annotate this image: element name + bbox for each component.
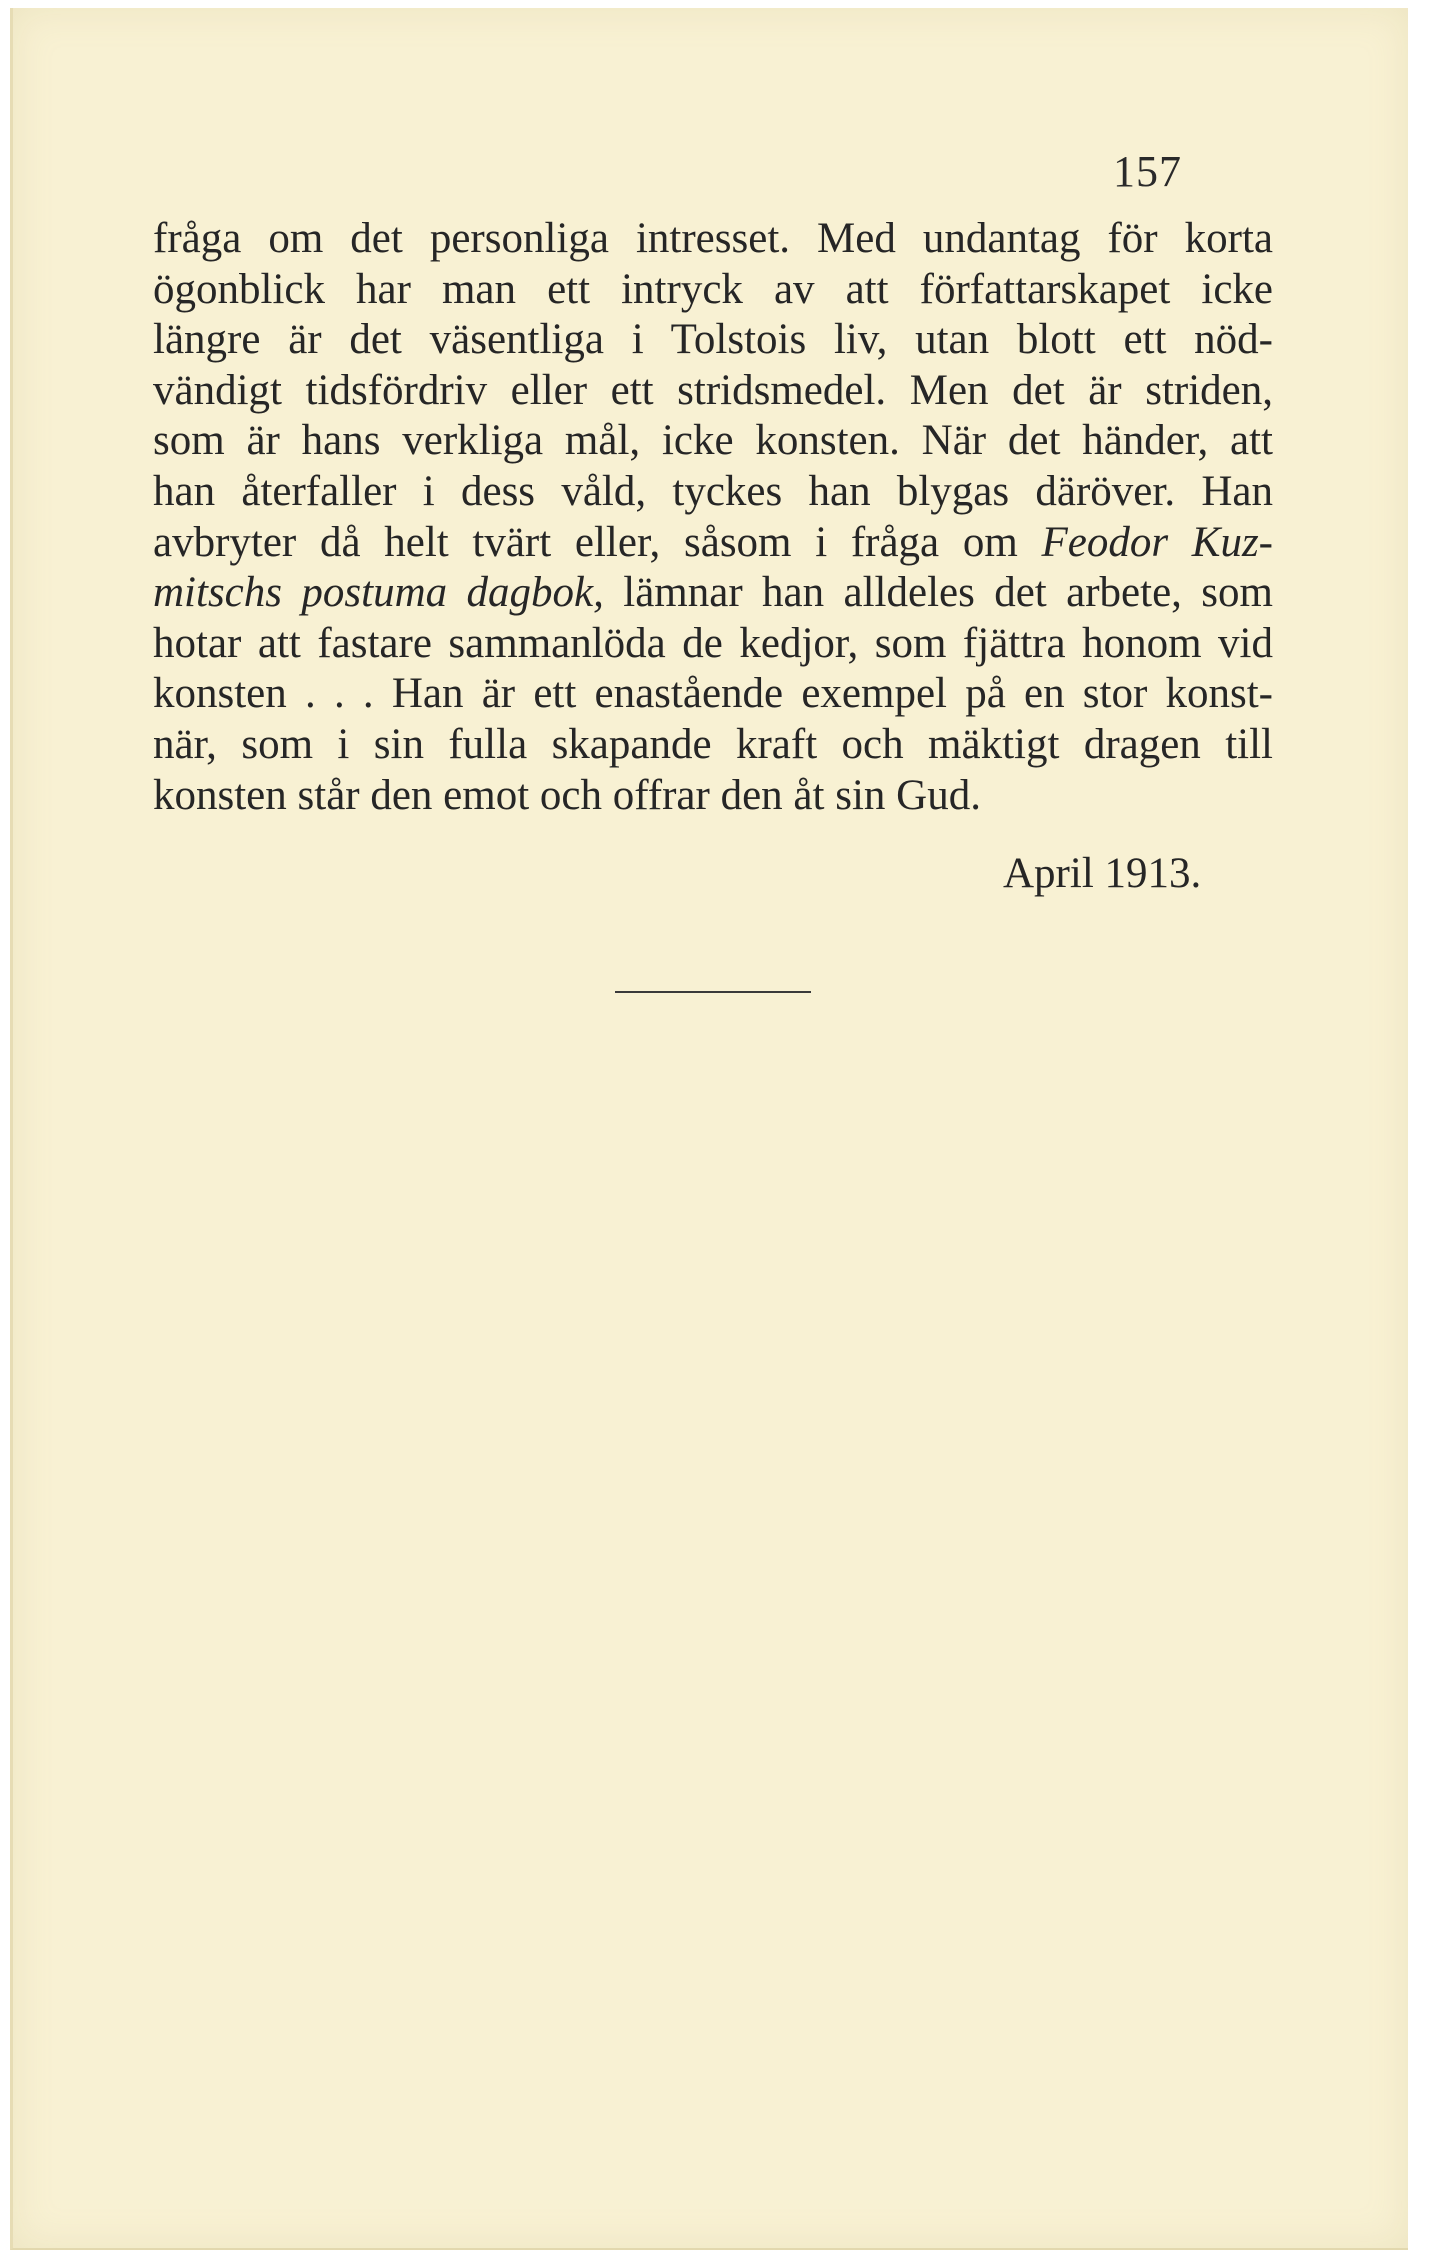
text-line: [153, 518, 1273, 569]
page-number: 157: [1113, 147, 1182, 196]
italic-title: mitschs postuma dagbok,: [153, 569, 604, 617]
end-rule-divider: [615, 991, 811, 993]
text-line: fråga om det personliga intresset. Med undantag för korta: [153, 215, 1273, 262]
text-line: vändigt tidsfördriv eller ett stridsmedel. Men det är striden,: [153, 366, 1273, 414]
text-line: konsten står den emot och offrar den åt sin Gud.: [153, 771, 981, 819]
text-line: hotar att fastare sammanlöda de kedjor, som fjättra honom vid: [153, 619, 1273, 667]
text-line: som är hans verkliga mål, icke konsten. När det händer, att: [153, 417, 1273, 465]
text-line: han återfaller i dess våld, tyckes han blygas däröver. Han: [153, 467, 1273, 515]
text-line: [153, 568, 1273, 619]
text-segment: lämnar han alldeles det arbete, som: [603, 569, 1273, 617]
text-line: längre är det väsentliga i Tolstois liv, utan blott ett nöd-: [153, 316, 1273, 364]
text-segment: avbryter då helt tvärt eller, såsom i fråga om: [153, 518, 1042, 566]
book-page: [10, 8, 1408, 2250]
text-line: ögonblick har man ett intryck av att författarskapet icke: [153, 265, 1273, 313]
text-line: när, som i sin fulla skapande kraft och mäktigt dragen till: [153, 720, 1273, 768]
text-line: konsten . . . Han är ett enastående exempel på en stor konst-: [153, 670, 1273, 718]
italic-title: Feodor Kuz-: [1041, 518, 1273, 566]
date-line: April 1913.: [1003, 850, 1202, 897]
body-paragraph: [153, 214, 1273, 821]
